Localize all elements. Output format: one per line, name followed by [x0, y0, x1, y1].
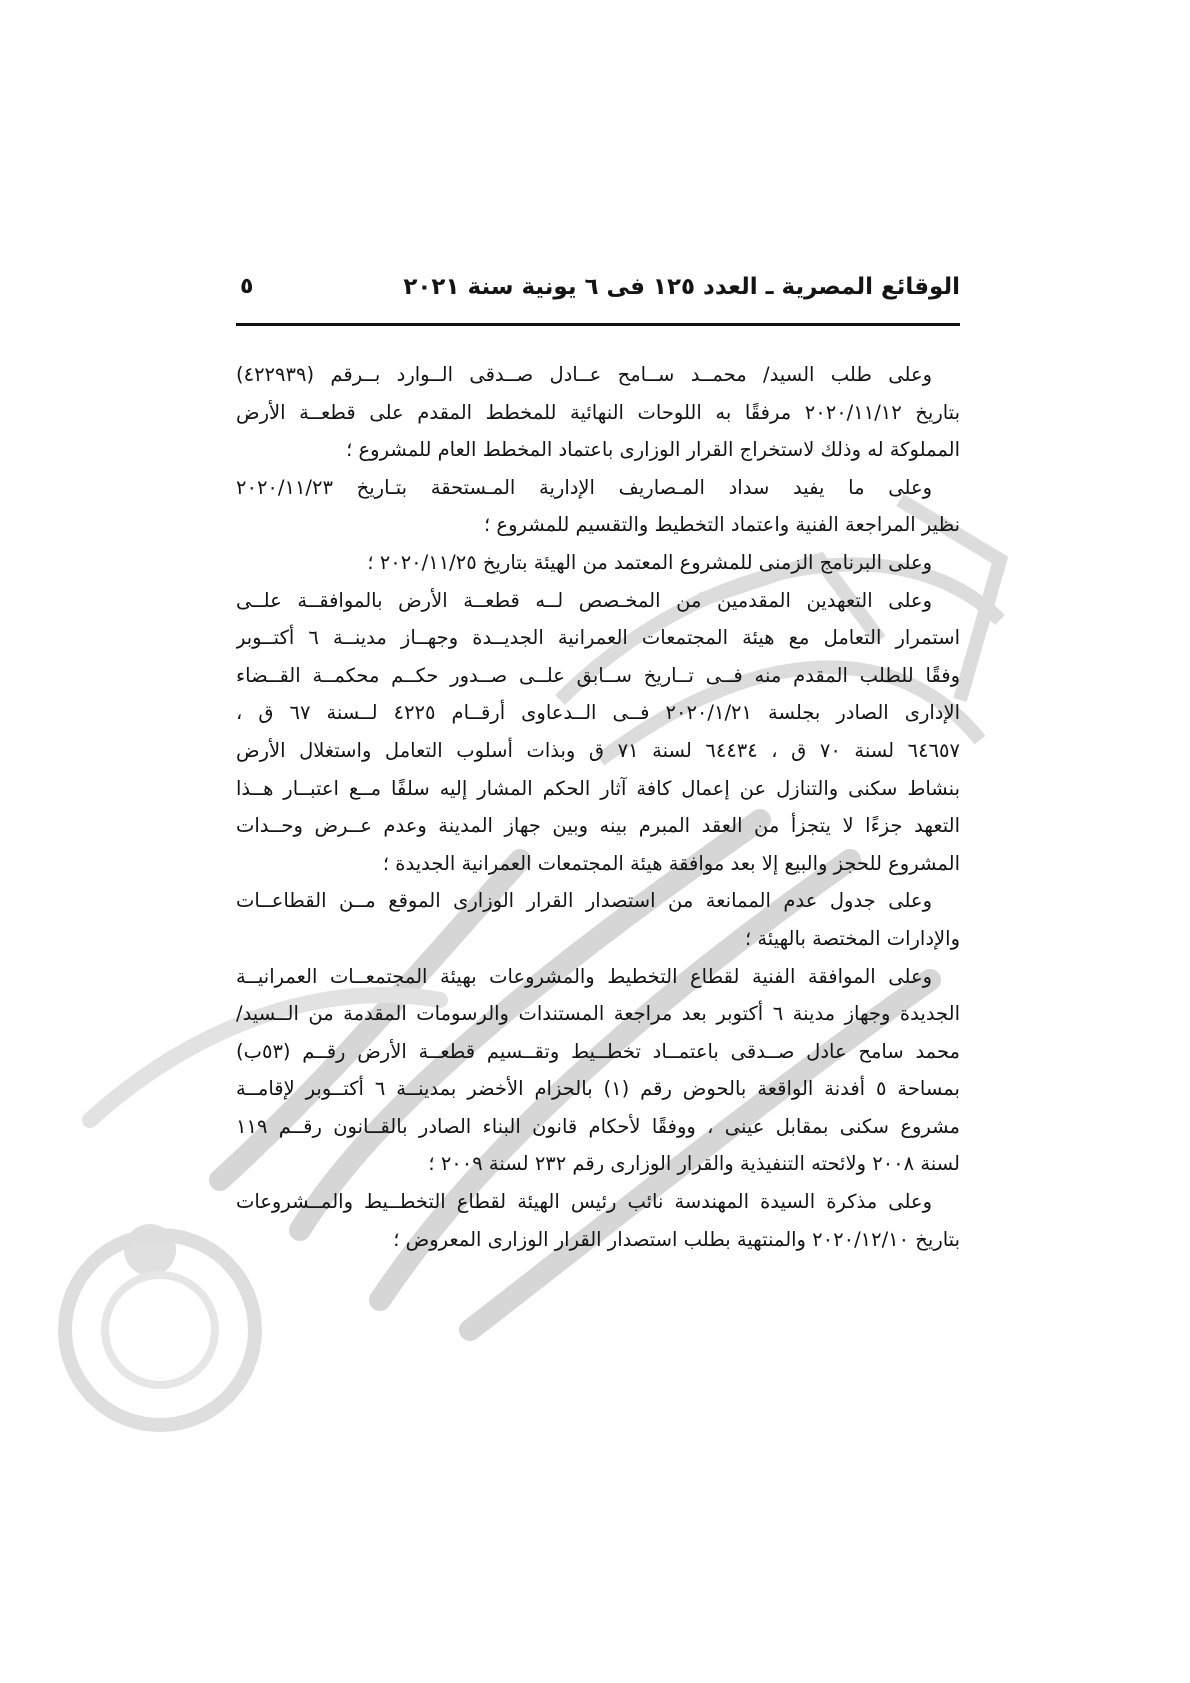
text-line: استمرار التعامل مع هيئة المجتمعات العمرانية الجديــدة وجهــاز مدينــة ٦ أكتــوبر: [236, 626, 960, 650]
text-line: المشروع للحجز والبيع إلا بعد موافقة هيئة المجتمعات العمرانية الجديدة ؛: [382, 851, 960, 875]
text-line: ٦٤٦٥٧ لسنة ٧٠ ق ، ٦٤٤٣٤ لسنة ٧١ ق وبذات أسلوب التعامل واستغلال الأرض: [236, 738, 960, 762]
text-line: نظير المراجعة الفنية واعتماد التخطيط والتقسيم للمشروع ؛: [484, 513, 960, 537]
text-line: الجديدة وجهاز مدينة ٦ أكتوبر بعد مراجعة المستندات والرسومات المقدمة من الــسيد/: [236, 1002, 960, 1026]
text-line: وعلى الموافقة الفنية لقطاع التخطيط والمشروعات بهيئة المجتمعــات العمرانيــة: [236, 964, 932, 988]
text-line: الإدارى الصادر بجلسة ٢٠٢٠/١/٢١ فــى الــدعاوى أرقــام ٤٢٢٥ لــسنة ٦٧ ق ،: [236, 701, 960, 725]
text-line: وعلى طلب السيد/ محمــد ســامح عــادل صــدقى الــوارد بــرقم (٤٢٢٩٣٩): [236, 363, 932, 386]
text-line: بنشاط سكنى والتنازل عن إعمال كافة آثار الحكم المشار إليه سلفًا مــع اعتبــار هــذا: [236, 776, 960, 800]
text-line: وعلى البرنامج الزمنى للمشروع المعتمد من الهيئة بتاريخ ٢٠٢٠/١١/٢٥ ؛: [367, 550, 932, 574]
text-line: بتاريخ ٢٠٢٠/١٢/١٠ والمنتهية بطلب استصدار القرار الوزارى المعروض ؛: [393, 1227, 960, 1251]
text-line: وعلى التعهدين المقدمين من المخـصص لــه قطعــة الأرض بالموافقــة علــى: [236, 588, 932, 612]
text-line: مشروع سكنى بمقابل عينى ، ووفقًا لأحكام قانون البناء الصادر بالقــانون رقــم ١١٩: [236, 1114, 960, 1138]
text-line: وعلى ما يفيد سداد المـصاريف الإدارية المـستحقة بتـاريخ ٢٠٢٠/١١/٢٣: [236, 475, 932, 499]
gazette-title: الوقائع المصرية ـ العدد ١٢٥ فى ٦ يونية سنة ٢٠٢١: [403, 274, 960, 300]
page-number: ٥: [240, 274, 254, 299]
text-line: المملوكة له وذلك لاستخراج القرار الوزارى باعتماد المخطط العام للمشروع ؛: [346, 438, 960, 462]
text-line: لسنة ٢٠٠٨ ولائحته التنفيذية والقرار الوزارى رقم ٢٣٢ لسنة ٢٠٠٩ ؛: [428, 1152, 960, 1176]
text-line: محمد سامح عادل صــدقى باعتمــاد تخطــيط وتقــسيم قطعــة الأرض رقــم (٥٣ب): [236, 1039, 960, 1063]
text-line: والإدارات المختصة بالهيئة ؛: [744, 926, 960, 950]
text-line: وعلى مذكرة السيدة المهندسة نائب رئيس الهيئة لقطاع التخطــيط والمــشروعات: [236, 1190, 932, 1214]
decree-preamble: [236, 356, 960, 1258]
text-line: بمساحة ٥ أفدنة الواقعة بالحوض رقم (١) بالحزام الأخضر بمدينــة ٦ أكتــوبر لإقامــة: [236, 1077, 960, 1101]
text-line: وفقًا للطلب المقدم منه فــى تــاريخ ســابق علــى صــدور حكــم محكمــة القــضاء: [236, 663, 960, 687]
text-line: التعهد جزءًا لا يتجزأ من العقد المبرم بينه وبين جهاز المدينة وعدم عــرض وحــدات: [236, 814, 960, 838]
header-divider: [236, 323, 960, 326]
text-line: وعلى جدول عدم الممانعة من استصدار القرار الوزارى الموقع مــن القطاعــات: [236, 889, 932, 913]
text-line: بتاريخ ٢٠٢٠/١١/١٢ مرفقًا به اللوحات النهائية للمخطط المقدم على قطعــة الأرض: [236, 400, 960, 424]
page-header: [236, 268, 960, 320]
